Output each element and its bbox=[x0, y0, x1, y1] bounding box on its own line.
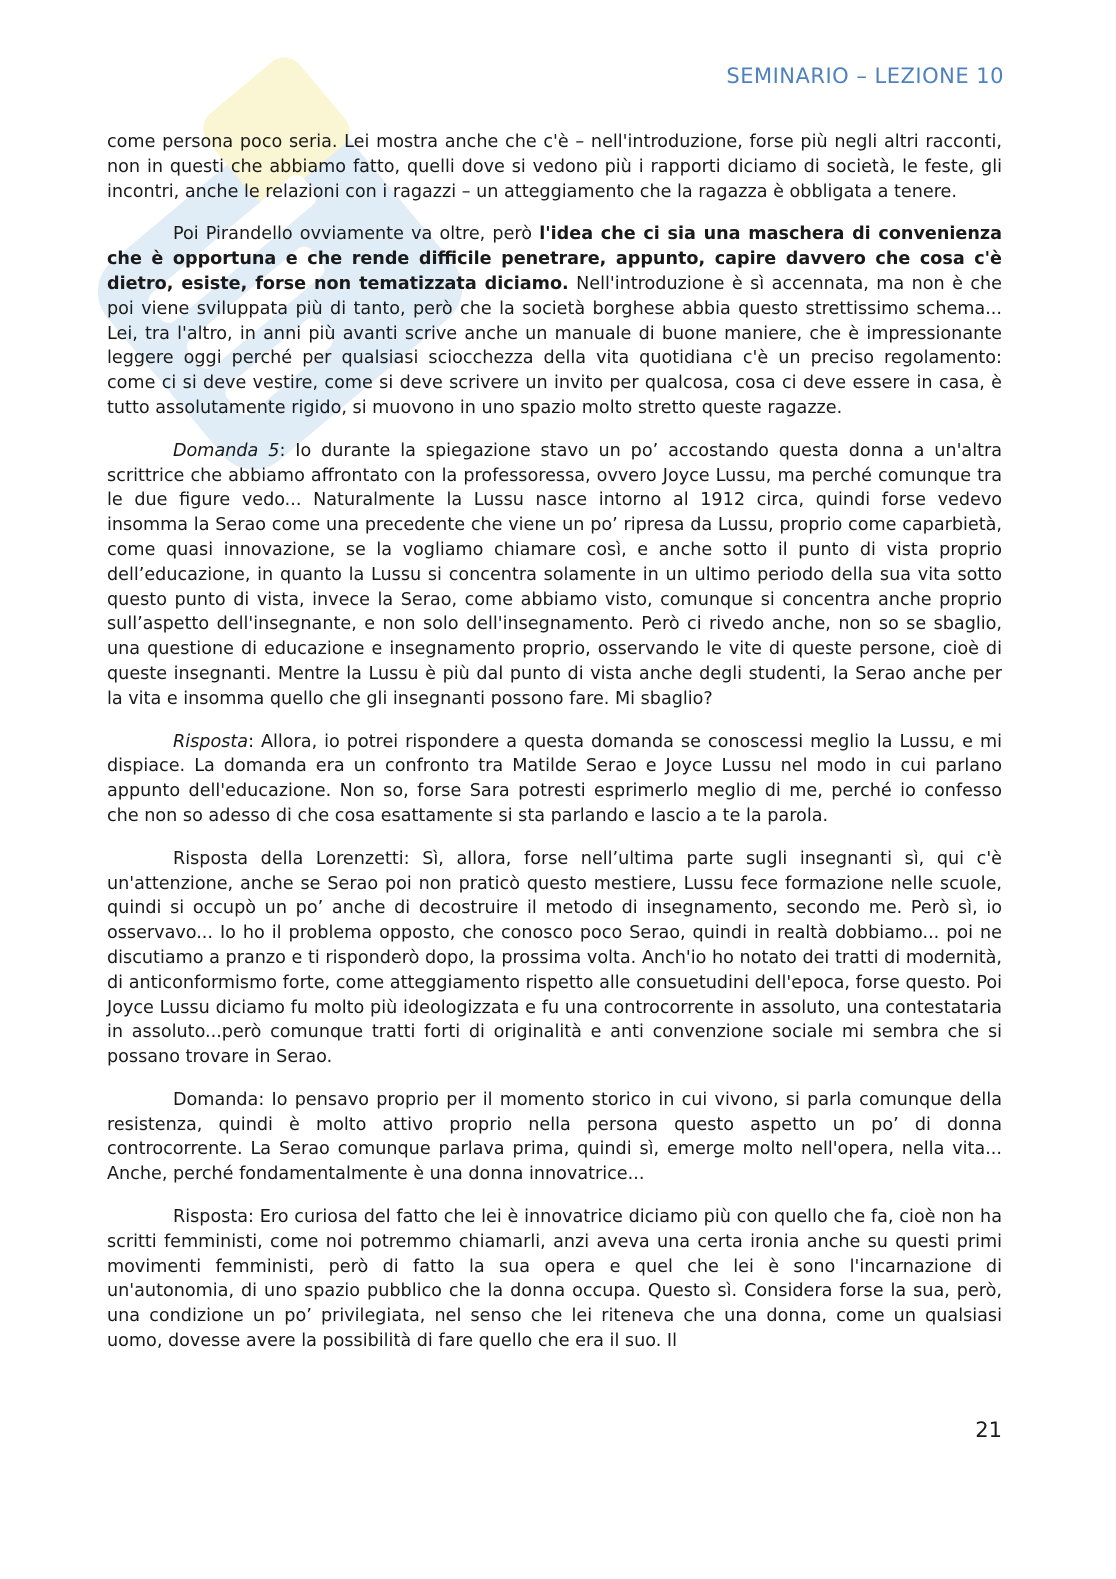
text-span: : Io durante la spiegazione stavo un po’ accostando questa donna a un'altra scrittrice che abbiamo affrontato con la professoressa, ovvero Joyce Lussu, ma perché comunque tra le due figure vedo... Naturalmente la Lussu nasce intorno al 1912 circa, quindi forse vedevo insomma la Serao come una precedente che viene un po’ ripresa da Lussu, proprio come caparbietà, come quasi innovazione, se la vogliamo chiamare così, e anche sotto il punto di vista proprio dell’educazione, in quanto la Lussu si concentra solamente in un ultimo periodo della sua vita sotto questo punto di vista, invece la Serao, come abbiamo visto, comunque si concentra anche proprio sull’aspetto dell'insegnante, e non solo dell'insegnamento. Però ci rivedo anche, non so se sbaglio, una questione di educazione e insegnamento proprio, osservando le vite di queste persone, cioè di queste insegnanti. Mentre la Lussu è più dal punto di vista anche degli studenti, la Serao anche per la vita e insomma quello che gli insegnanti possono fare. Mi sbaglio? bbox=[107, 440, 1003, 709]
page-number: 21 bbox=[975, 1418, 1002, 1442]
text-span: Poi Pirandello ovviamente va oltre, però bbox=[173, 224, 540, 245]
paragraph: Risposta: Ero curiosa del fatto che lei è innovatrice diciamo più con quello che fa, cioè non ha scritti femministi, come noi potremmo chiamarli, anzi aveva una certa ironia anche su questi primi movimenti femministi, però di fatto la sua opera e quel che lei è sono l'incarnazione di un'autonomia, di uno spazio pubblico che la donna occupa. Questo sì. Considera forse la sua, però, una condizione un po’ privilegiata, nel senso che lei riteneva che una donna, come un qualsiasi uomo, dovesse avere la possibilità di fare quello che era il suo. Il bbox=[107, 1207, 1002, 1352]
text-span: : Allora, io potrei rispondere a questa domanda se conoscessi meglio la Lussu, e mi dispiace. La domanda era un confronto tra Matilde Serao e Joyce Lussu nel modo in cui parlano appunto dell'educazione. Non so, forse Sara potresti esprimerlo meglio di me, perché io confesso che non so adesso di che cosa esattamente si sta parlando e lascio a te la parola. bbox=[107, 731, 1002, 826]
paragraph: Domanda: Io pensavo proprio per il momento storico in cui vivono, si parla comunque della resistenza, quindi è molto attivo proprio nella persona questo aspetto un po’ di donna controcorrente. La Serao comunque parlava prima, quindi sì, emerge molto nell'opera, nella vita... Anche, perché fondamentalmente è una donna innovatrice... bbox=[107, 1089, 1002, 1185]
page-header-title: SEMINARIO – LEZIONE 10 bbox=[726, 64, 1004, 88]
document-body bbox=[107, 130, 1002, 1372]
paragraph bbox=[107, 439, 1002, 712]
paragraph: come persona poco seria. Lei mostra anche che c'è – nell'introduzione, forse più negli altri racconti, non in questi che abbiamo fatto, quelli dove si vedono più i rapporti diciamo di società, le feste, gli incontri, anche le relazioni con i ragazzi – un atteggiamento che la ragazza è obbligata a tenere. bbox=[107, 132, 1002, 202]
bold-text: l'idea che ci sia una maschera di convenienza che è opportuna e che rende difficile penetrare, appunto, capire davvero che cosa c'è dietro, esiste, forse non tematizzata diciamo. bbox=[107, 224, 1002, 294]
answer-label: Risposta bbox=[173, 731, 249, 752]
paragraph: Risposta della Lorenzetti: Sì, allora, forse nell’ultima parte sugli insegnanti sì, qui c'è un'attenzione, anche se Serao poi non praticò questo mestiere, Lussu fece formazione nelle scuole, quindi si occupò un po’ anche di decostruire il metodo di insegnamento, secondo me. Però sì, io osservavo... Io ho il problema opposto, che conosco poco Serao, quindi in realtà dobbiamo... poi ne discutiamo a pranzo e ti risponderò dopo, la prossima volta. Anch'io ho notato dei tratti di modernità, di anticonformismo forte, come atteggiamento rispetto alle consuetudini dell'epoca, forse questo. Poi Joyce Lussu diciamo fu molto più ideologizzata e fu una controcorrente in assoluto, una contestataria in assoluto...però comunque tratti forti di originalità e anti convenzione sociale mi sembra che si possano trovare in Serao. bbox=[107, 848, 1002, 1068]
text-span: Nell'introduzione è sì accennata, ma non è che poi viene sviluppata più di tanto, però che la società borghese abbia questo strettissimo schema... Lei, tra l'altro, in anni più avanti scrive anche un manuale di buone maniere, che è impressionante leggere oggi perché per qualsiasi sciocchezza della vita quotidiana c'è un preciso regolamento: come ci si deve vestire, come si deve scrivere un invito per qualcosa, cosa ci deve essere in casa, è tutto assolutamente rigido, si muovono in uno spazio molto stretto queste ragazze. bbox=[107, 273, 1002, 418]
paragraph bbox=[107, 730, 1002, 829]
paragraph bbox=[107, 222, 1002, 420]
question-label: Domanda 5 bbox=[173, 440, 280, 461]
